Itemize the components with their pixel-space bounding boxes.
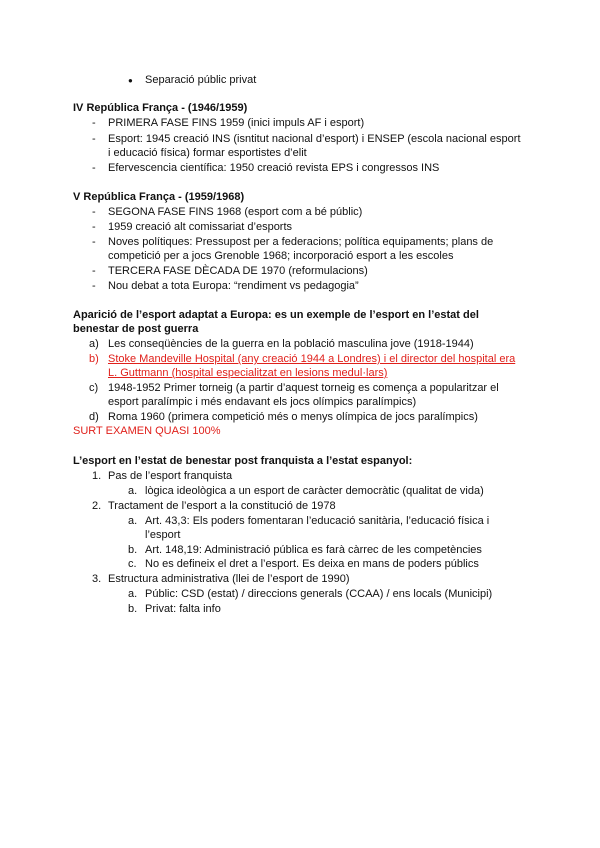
- dash-marker: -: [92, 206, 96, 218]
- section3-heading: benestar de post guerra: [73, 323, 199, 335]
- letter-marker: c.: [128, 558, 137, 570]
- section2-item: Noves polítiques: Pressupost per a federacions; política equipaments; plans de: [108, 236, 494, 248]
- dash-marker: -: [92, 236, 96, 248]
- section4-heading: L’esport en l’estat de benestar post franquista a l’estat espanyol:: [73, 455, 413, 467]
- list-marker: c): [89, 382, 99, 394]
- section4-subitem: Art. 148,19: Administració pública es farà càrrec de les competències: [145, 544, 482, 556]
- dash-marker: -: [92, 133, 96, 145]
- section4-item: Estructura administrativa (llei de l’esport de 1990): [108, 573, 350, 585]
- section2-item: Nou debat a tota Europa: “rendiment vs pedagogia”: [108, 280, 359, 292]
- dash-marker: -: [92, 117, 96, 129]
- section3-item: Roma 1960 (primera competició més o menys olímpica de jocs paralímpics): [108, 411, 478, 423]
- bullet-icon: ●: [128, 76, 133, 85]
- section2-item: 1959 creació alt comissariat d’esports: [108, 221, 293, 233]
- section2-item: competició per a jocs Grenoble 1968; incorporació esport a les escoles: [108, 250, 454, 262]
- section1-heading: IV República França - (1946/1959): [73, 102, 248, 114]
- section1-item: Efervescencia científica: 1950 creació revista EPS i congressos INS: [108, 162, 440, 174]
- section4-subitem: No es defineix el dret a l’esport. Es deixa en mans de poders públics: [145, 558, 479, 570]
- section1-item: i educació física) formar esportistes d’elit: [108, 147, 307, 159]
- section3-item-highlight: L. Guttmann (hospital especialitzat en lesions medul·lars): [108, 367, 388, 379]
- section1-item: Esport: 1945 creació INS (isntitut nacional d’esport) i ENSEP (escola nacional esport: [108, 133, 521, 145]
- section2-heading: V República França - (1959/1968): [73, 191, 245, 203]
- number-marker: 2.: [92, 500, 102, 512]
- section4-item: Pas de l’esport franquista: [108, 470, 233, 482]
- section1-item: PRIMERA FASE FINS 1959 (inici impuls AF i esport): [108, 117, 365, 129]
- letter-marker: b.: [128, 603, 138, 615]
- section3-heading: Aparició de l’esport adaptat a Europa: es un exemple de l’esport en l’estat del: [73, 309, 479, 321]
- dash-marker: -: [92, 265, 96, 277]
- dash-marker: -: [92, 162, 96, 174]
- section4-subitem: lògica ideològica a un esport de caràcter democràtic (qualitat de vida): [145, 485, 484, 497]
- section4-subitem: Art. 43,3: Els poders fomentaran l’educació sanitària, l’educació física i: [145, 515, 490, 527]
- list-marker: d): [89, 411, 99, 423]
- number-marker: 1.: [92, 470, 102, 482]
- section3-item: 1948-1952 Primer torneig (a partir d’aquest torneig es comença a popularitzar el: [108, 382, 499, 394]
- section4-subitem: Privat: falta info: [145, 603, 221, 615]
- section2-item: TERCERA FASE DÈCADA DE 1970 (reformulacions): [108, 265, 368, 277]
- section4-item: Tractament de l’esport a la constitució de 1978: [108, 500, 336, 512]
- letter-marker: b.: [128, 544, 138, 556]
- section4-subitem: l’esport: [145, 529, 181, 541]
- letter-marker: a.: [128, 485, 138, 497]
- section3-item: esport paralímpic i més endavant els jocs olímpics paralímpics): [108, 396, 417, 408]
- section2-item: SEGONA FASE FINS 1968 (esport com a bé públic): [108, 206, 363, 218]
- letter-marker: a.: [128, 588, 138, 600]
- section3-item: Les conseqüències de la guerra en la població masculina jove (1918-1944): [108, 338, 474, 350]
- list-marker: b): [89, 353, 99, 365]
- number-marker: 3.: [92, 573, 102, 585]
- letter-marker: a.: [128, 515, 138, 527]
- list-marker: a): [89, 338, 99, 350]
- intro-item: Separació públic privat: [145, 74, 257, 86]
- section3-item-highlight: Stoke Mandeville Hospital (any creació 1944 a Londres) i el director del hospital era: [108, 353, 516, 365]
- section4-subitem: Públic: CSD (estat) / direccions generals (CCAA) / ens locals (Municipi): [145, 588, 493, 600]
- dash-marker: -: [92, 221, 96, 233]
- dash-marker: -: [92, 280, 96, 292]
- exam-note: SURT EXAMEN QUASI 100%: [73, 425, 221, 437]
